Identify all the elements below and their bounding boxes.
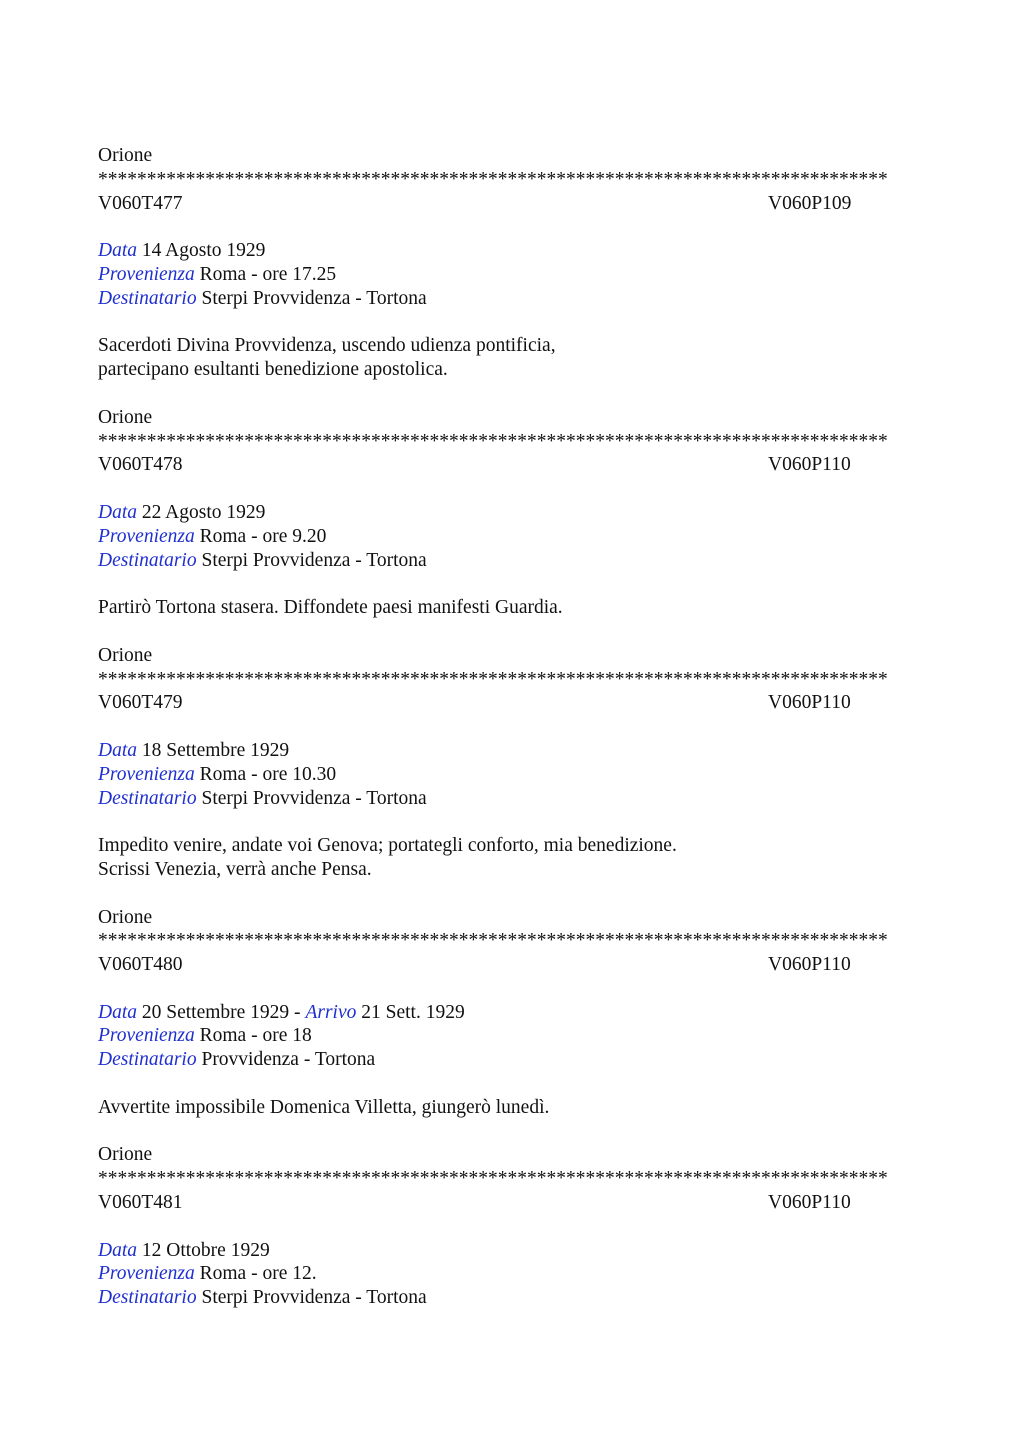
arrivo-value: 21 Sett. 1929	[361, 1001, 465, 1023]
destinatario-value: Sterpi Provvidenza - Tortona	[201, 287, 427, 309]
spacer	[98, 1215, 928, 1239]
provenienza-row	[98, 1262, 928, 1286]
entry-id-right: V060P110	[768, 954, 851, 976]
provenienza-value: Roma - ore 9.20	[199, 525, 327, 547]
spacer	[98, 882, 928, 906]
spacer	[98, 715, 928, 739]
message-text: Scrissi Venezia, verrà anche Pensa.	[98, 858, 372, 880]
provenienza-value: Roma - ore 12.	[199, 1263, 317, 1285]
message-text: Avvertite impossibile Domenica Villetta, giungerò lunedì.	[98, 1096, 550, 1118]
destinatario-value: Sterpi Provvidenza - Tortona	[201, 1287, 427, 1309]
provenienza-label: Provenienza	[98, 525, 195, 547]
destinatario-label: Destinatario	[98, 1287, 197, 1309]
signature: Orione	[98, 145, 153, 166]
message-text: partecipano esultanti benedizione apostolica.	[98, 359, 448, 381]
entry-ids	[98, 192, 928, 216]
data-label: Data	[98, 1001, 137, 1023]
data-label: Data	[98, 240, 137, 262]
data-value: 14 Agosto 1929	[141, 240, 266, 262]
destinatario-value: Sterpi Provvidenza - Tortona	[201, 549, 427, 571]
provenienza-label: Provenienza	[98, 1025, 195, 1047]
signature: Orione	[98, 906, 153, 928]
provenienza-value: Roma - ore 17.25	[199, 263, 337, 285]
spacer	[98, 1120, 928, 1144]
entry-ids	[98, 691, 928, 715]
destinatario-value: Sterpi Provvidenza - Tortona	[201, 787, 427, 809]
data-row	[98, 1001, 928, 1025]
provenienza-value: Roma - ore 18	[199, 1025, 312, 1047]
arrivo-label: Arrivo	[305, 1001, 357, 1023]
destinatario-label: Destinatario	[98, 787, 197, 809]
telegram-entry	[98, 144, 928, 406]
signature: Orione	[98, 1144, 153, 1166]
telegram-entry	[98, 1143, 928, 1310]
separator-line: *********************************************************************************	[98, 168, 888, 190]
entry-id-right: V060P110	[768, 454, 851, 476]
entry-id-left: V060T477	[98, 192, 183, 214]
destinatario-label: Destinatario	[98, 1049, 197, 1071]
entry-id-left: V060T480	[98, 954, 183, 976]
provenienza-row	[98, 763, 928, 787]
entry-id-right: V060P110	[768, 1192, 851, 1214]
entry-ids	[98, 453, 928, 477]
destinatario-label: Destinatario	[98, 549, 197, 571]
entry-ids	[98, 953, 928, 977]
provenienza-value: Roma - ore 10.30	[199, 763, 337, 785]
document-page	[98, 144, 928, 1310]
spacer	[98, 620, 928, 644]
separator-line: *********************************************************************************	[98, 1168, 888, 1190]
separator-line: *********************************************************************************	[98, 668, 888, 690]
signature: Orione	[98, 406, 153, 428]
data-value: 22 Agosto 1929	[141, 501, 266, 523]
destinatario-label: Destinatario	[98, 287, 197, 309]
data-value: 12 Ottobre 1929	[141, 1239, 270, 1261]
telegram-entry	[98, 644, 928, 906]
data-label: Data	[98, 501, 137, 523]
data-row	[98, 239, 928, 263]
spacer	[98, 311, 928, 335]
spacer	[98, 1072, 928, 1096]
spacer	[98, 572, 928, 596]
destinatario-row	[98, 287, 928, 311]
telegram-entry	[98, 406, 928, 644]
message-text: Impedito venire, andate voi Genova; portategli conforto, mia benedizione.	[98, 835, 677, 857]
entry-id-left: V060T479	[98, 692, 183, 714]
message-text: Sacerdoti Divina Provvidenza, uscendo udienza pontificia,	[98, 335, 556, 357]
entry-id-left: V060T478	[98, 454, 183, 476]
destinatario-row	[98, 1048, 928, 1072]
separator-line: *********************************************************************************	[98, 430, 888, 452]
entry-id-left: V060T481	[98, 1192, 183, 1214]
entry-id-right: V060P110	[768, 692, 851, 714]
provenienza-label: Provenienza	[98, 763, 195, 785]
data-label: Data	[98, 1239, 137, 1261]
entry-id-right: V060P109	[768, 192, 852, 214]
entry-ids	[98, 1191, 928, 1215]
spacer	[98, 215, 928, 239]
telegram-entry	[98, 906, 928, 1144]
data-row	[98, 1239, 928, 1263]
separator-line: *********************************************************************************	[98, 930, 888, 952]
spacer	[98, 477, 928, 501]
destinatario-value: Provvidenza - Tortona	[201, 1049, 376, 1071]
provenienza-label: Provenienza	[98, 263, 195, 285]
destinatario-row	[98, 549, 928, 573]
data-row	[98, 739, 928, 763]
data-value: 20 Settembre 1929 -	[141, 1001, 306, 1023]
destinatario-row	[98, 1286, 928, 1310]
data-row	[98, 501, 928, 525]
spacer	[98, 382, 928, 406]
provenienza-row	[98, 1024, 928, 1048]
data-label: Data	[98, 739, 137, 761]
provenienza-label: Provenienza	[98, 1263, 195, 1285]
spacer	[98, 977, 928, 1001]
provenienza-row	[98, 263, 928, 287]
spacer	[98, 810, 928, 834]
data-value: 18 Settembre 1929	[141, 739, 290, 761]
destinatario-row	[98, 787, 928, 811]
signature: Orione	[98, 644, 153, 666]
message-text: Partirò Tortona stasera. Diffondete paesi manifesti Guardia.	[98, 597, 563, 619]
provenienza-row	[98, 525, 928, 549]
